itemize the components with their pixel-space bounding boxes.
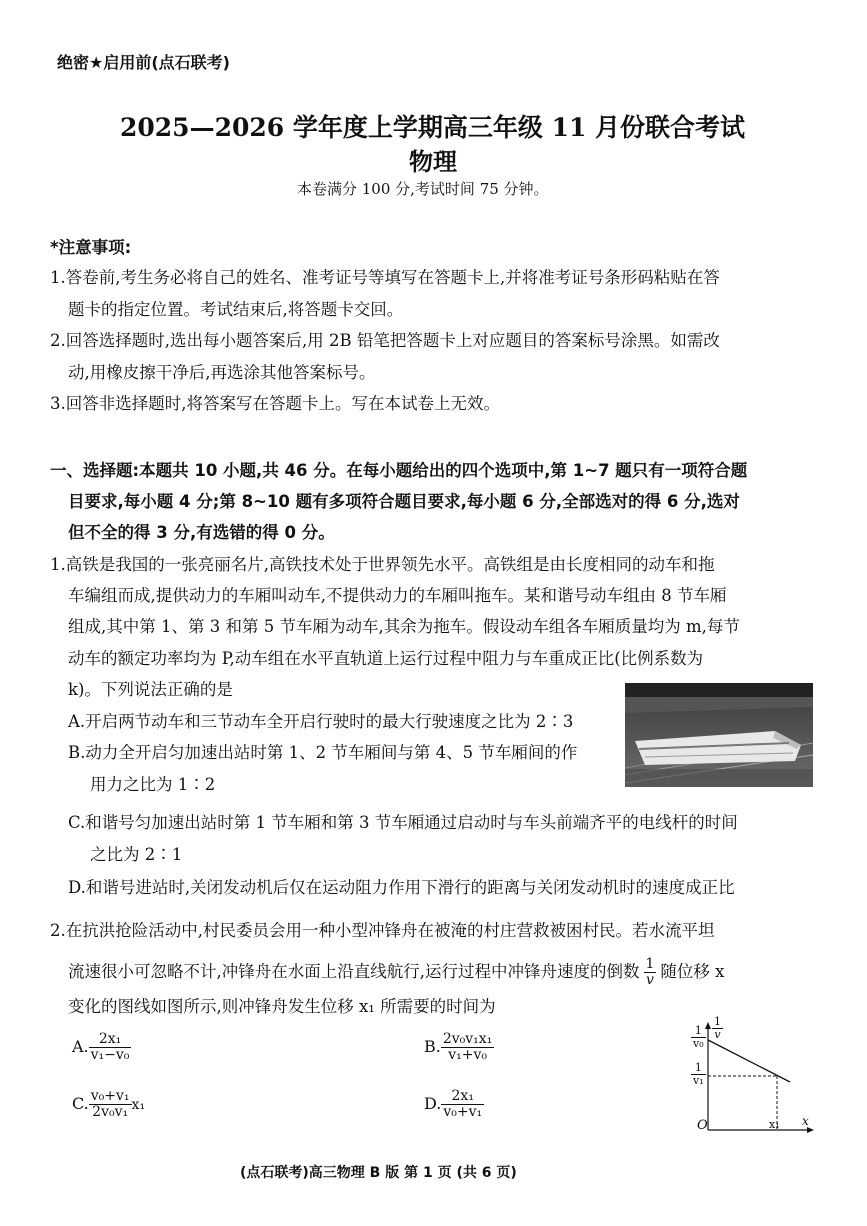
v-symbol: v [646,972,654,988]
note-line: 3.回答非选择题时,将答案写在答题卡上。写在本试卷上无效。 [50,394,500,413]
q1-option-d: D.和谐号进站时,关闭发动机后仅在运动阻力作用下滑行的距离与关闭发动机时的速度成正比 [68,878,735,897]
note-line: 题卡的指定位置。考试结束后,将答题卡交回。 [68,300,404,319]
frac-num: 2v₀v₁x₁ [442,1031,493,1047]
q2-option-a [72,1032,131,1063]
q1-line: k)。下列说法正确的是 [68,680,233,699]
fraction [441,1089,484,1120]
notes-heading: *注意事项: [50,238,132,257]
exam-info: 本卷满分 100 分,考试时间 75 分钟。 [297,180,549,198]
q2-option-b [424,1032,494,1063]
q2-option-d [424,1089,484,1120]
option-letter: D. [424,1094,442,1113]
fraction [89,1089,132,1120]
frac-den: 2v₀v₁ [92,1104,129,1120]
subject-title: 物理 [409,147,457,176]
frac-den: v₀+v₁ [443,1104,483,1120]
q2-line-text: 流速很小可忽略不计,冲锋舟在水面上沿直线航行,运行过程中冲锋舟速度的倒数 [68,962,640,981]
frac-den [712,1029,723,1041]
fraction [89,1032,132,1063]
q2-line [68,957,724,988]
q2-line-text: 随位移 x [660,962,725,981]
inverse-v-fraction [644,957,657,988]
frac-num: 2x₁ [441,1089,484,1105]
section-line: 但不全的得 3 分,有选错的得 0 分。 [68,523,335,542]
section-heading: 一、选择题:本题共 10 小题,共 46 分。在每小题给出的四个选项中,第 1~7 题只有一项符合题 [50,461,748,480]
frac-num: 1 [691,1025,706,1038]
note-line: 2.回答选择题时,选出每小题答案后,用 2B 铅笔把答题卡上对应题目的答案标号涂黑。如需改 [50,331,720,350]
q1-line: 动车的额定功率均为 P,动车组在水平直轨道上运行过程中阻力与车重成正比(比例系数为 [68,649,704,668]
y-tick-1-over-v1 [691,1062,706,1087]
fraction [441,1032,494,1063]
v-symbol: v [714,1028,721,1041]
frac-den: v₁+v₀ [448,1047,487,1063]
frac-num: 2x₁ [89,1032,132,1048]
q1-option-a: A.开启两节动车和三节动车全开启行驶时的最大行驶速度之比为 2∶3 [68,712,574,731]
q2-option-c [72,1089,145,1120]
train-photo [625,683,813,787]
note-line: 动,用橡皮擦干净后,再选涂其他答案标号。 [68,363,376,382]
y-tick-1-over-v0 [691,1025,706,1050]
q1-line: 车编组而成,提供动力的车厢叫动车,不提供动力的车厢叫拖车。某和谐号动车组由 8 节车厢 [68,586,727,605]
q2-line: 变化的图线如图所示,则冲锋舟发生位移 x₁ 所需要的时间为 [68,997,496,1016]
x-tick-label: x₁ [769,1118,780,1131]
q1-line: 组成,其中第 1、第 3 和第 5 节车厢为动车,其余为拖车。假设动车组各车厢质量均为 m,每节 [68,617,740,636]
frac-den: v₁ [693,1074,704,1087]
secret-label: 绝密★启用前(点石联考) [57,53,230,72]
y-axis-label [712,1016,723,1041]
note-line: 1.答卷前,考生务必将自己的姓名、准考证号等填写在答题卡上,并将准考证号条形码粘贴在答 [50,268,720,287]
origin-label: O [697,1118,708,1133]
q2-line: 2.在抗洪抢险活动中,村民委员会用一种小型冲锋舟在被淹的村庄营救被困村民。若水流平坦 [50,921,715,940]
q1-line: 1.高铁是我国的一张亮丽名片,高铁技术处于世界领先水平。高铁组是由长度相同的动车和拖 [50,555,715,574]
frac-num: 1 [714,1015,721,1028]
q1-option-b: B.动力全开启匀加速出站时第 1、2 节车厢间与第 4、5 节车厢间的作 [68,743,578,762]
section-line: 目要求,每小题 4 分;第 8~10 题有多项符合题目要求,每小题 6 分,全部选对的得 6 分,选对 [68,492,740,511]
frac-den: v₀ [693,1037,704,1050]
x-axis-label: x [802,1114,809,1128]
page-footer: (点石联考)高三物理 B 版 第 1 页 (共 6 页) [240,1165,517,1181]
y-axis-arrow-icon [705,1022,711,1029]
option-letter: C. [72,1094,89,1113]
fraction-tail: x₁ [131,1097,146,1113]
frac-num: 1 [691,1062,706,1075]
option-letter: A. [72,1037,89,1056]
frac-num: v₀+v₁ [90,1088,130,1104]
exam-title: 2025—2026 学年度上学期高三年级 11 月份联合考试 [120,113,746,142]
q1-option-c-cont: 之比为 2∶1 [90,845,183,864]
option-letter: B. [424,1037,441,1056]
frac-num: 1 [645,956,655,972]
q1-option-c: C.和谐号匀加速出站时第 1 节车厢和第 3 节车厢通过启动时与车头前端齐平的电线杆的时间 [68,813,738,832]
frac-den [644,973,657,988]
q1-option-b-cont: 用力之比为 1∶2 [90,775,216,794]
frac-den: v₁−v₀ [90,1047,130,1063]
